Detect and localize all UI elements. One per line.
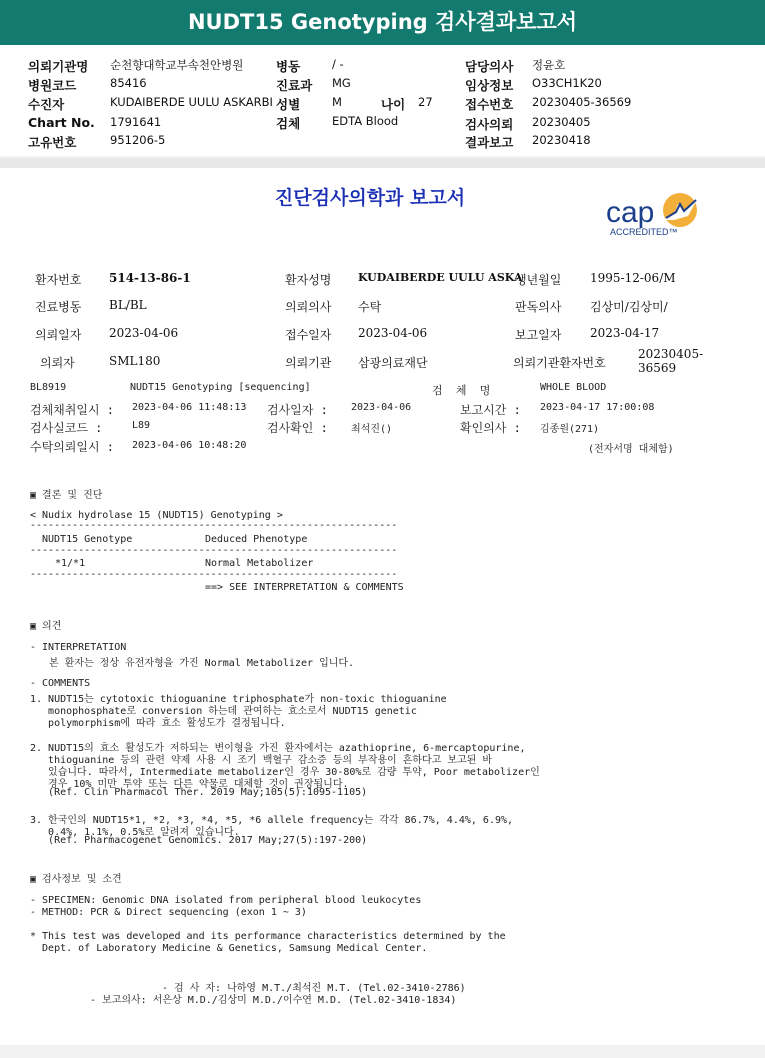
section-opinion-title: 의견 [42, 621, 62, 632]
value-specimen: EDTA Blood [332, 114, 399, 128]
label-hospital-code: 병원코드 [28, 78, 77, 93]
order-info-panel [0, 48, 765, 156]
comment-2-line: 있습니다. 따라서, Intermediate metabolizer인 경우 30-80%로 감량 투약, Poor metabolizer인 [30, 767, 540, 778]
test-name: NUDT15 Genotyping [sequencing] [130, 382, 311, 393]
label-accession-no: 접수번호 [465, 97, 514, 112]
esign-note: (전자서명 대체함) [588, 444, 674, 455]
label-agency-patient-no: 의뢰기관환자번호 [513, 356, 606, 370]
value-requesting-agency: 삼광의료재단 [358, 356, 428, 370]
value-hospital-code: 85416 [110, 76, 147, 90]
value-ward-2: BL/BL [109, 298, 147, 312]
comment-2-line: thioguanine 등의 관련 약제 사용 시 조기 백혈구 감소증 등의 부작용이 흔하다고 보고된 바 [30, 755, 493, 766]
confirm-doctor: 김종원(271) [540, 424, 600, 435]
cap-accredited-logo [604, 190, 704, 238]
label-result-date: 결과보고 [465, 135, 514, 150]
consignment-time: 2023-04-06 10:48:20 [132, 440, 247, 451]
report-header-title: NUDT15 Genotyping 검사결과보고서 [0, 0, 765, 45]
cap-logo-word: cap [606, 196, 655, 229]
comment-3-line: (Ref. Pharmacogenet Genomics. 2017 May;27(5):197-200) [30, 835, 368, 846]
comment-3-line: 3. 한국인의 NUDT15*1, *2, *3, *4, *5, *6 allele frequency는 각각 86.7%, 4.4%, 6.9%, [30, 815, 514, 826]
genotype-value: *1/*1 [55, 558, 86, 569]
specimen-info: - SPECIMEN: Genomic DNA isolated from peripheral blood leukocytes [30, 895, 422, 906]
label-patient-name: 환자성명 [285, 273, 332, 287]
label-physician: 담당의사 [465, 59, 514, 74]
value-accession-no: 20230405-36569 [532, 95, 632, 109]
square-bullet-icon: ▣ [30, 490, 43, 501]
section-conclusion-heading [30, 486, 102, 501]
section-testinfo-title: 검사정보 및 소견 [42, 874, 122, 885]
value-order-date: 2023-04-06 [109, 326, 179, 340]
label-request-date: 검사의뢰 [465, 117, 514, 132]
section-conclusion-title: 결론 및 진단 [42, 490, 103, 501]
value-request-date: 20230405 [532, 115, 591, 129]
table-divider: ------------------------------------------------------------- [30, 545, 398, 556]
report-title: 진단검사의학과 보고서 [274, 187, 466, 209]
label-department: 진료과 [276, 78, 313, 93]
value-reading-doctor: 김상미/김상미/ [590, 300, 668, 314]
value-birth-date: 1995-12-06/M [590, 271, 676, 285]
label-requesting-agency: 의뢰기관 [285, 356, 332, 370]
col-genotype-header: NUDT15 Genotype [42, 534, 133, 545]
comments-heading: - COMMENTS [30, 678, 91, 689]
disclaimer-line: * This test was developed and its performance characteristics determined by the [30, 931, 506, 942]
section-opinion-heading [30, 617, 61, 632]
value-received-date: 2023-04-06 [358, 326, 428, 340]
tester-signature: - 검 사 자: 나하영 M.T./최석진 M.T. (Tel.02-3410-2786) [162, 983, 466, 994]
label-sex: 성별 [276, 97, 301, 112]
interpretation-heading: - INTERPRETATION [30, 642, 127, 653]
phenotype-value: Normal Metabolizer [205, 558, 314, 569]
label-ward-2: 진료병동 [35, 300, 82, 314]
label-chart-no: Chart No. [28, 115, 95, 130]
label-report-date: 보고일자 [515, 328, 562, 342]
label-patient-number: 환자번호 [35, 273, 82, 287]
value-requesting-institution: 순천향대학교부속천안병원 [110, 58, 244, 72]
value-result-date: 20230418 [532, 133, 591, 147]
collect-time: 2023-04-06 11:48:13 [132, 402, 247, 413]
report-time-label: 보고시간 : [460, 403, 521, 417]
value-patient: KUDAIBERDE UULU ASKARBI [110, 95, 273, 109]
label-requester: 의뢰자 [40, 356, 75, 370]
confirm-doctor-label: 확인의사 : [460, 421, 521, 435]
label-requesting-doctor: 의뢰의사 [285, 300, 332, 314]
see-comments: ==> SEE INTERPRETATION & COMMENTS [205, 582, 404, 593]
label-specimen: 검체 [276, 116, 301, 131]
value-agency-patient-no-2: 36569 [638, 361, 677, 375]
disclaimer-line: Dept. of Laboratory Medicine & Genetics, Samsung Medical Center. [30, 943, 428, 954]
table-divider: ------------------------------------------------------------- [30, 569, 398, 580]
value-clinical-info: O33CH1K20 [532, 76, 602, 90]
section-testinfo-heading [30, 870, 122, 885]
exam-date: 2023-04-06 [351, 402, 412, 413]
label-order-date: 의뢰일자 [35, 328, 82, 342]
specimen-name: WHOLE BLOOD [540, 382, 607, 393]
comment-1-line: monophosphate로 conversion 하는데 관여하는 효소로서 NUDT15 genetic [30, 706, 417, 717]
comment-1-line: polymorphism에 따라 효소 활성도가 결정됩니다. [30, 718, 286, 729]
table-divider: ------------------------------------------------------------- [30, 520, 398, 531]
value-age: 27 [418, 95, 433, 109]
value-chart-no: 1791641 [110, 115, 162, 129]
reporter-signature: - 보고의사: 서은상 M.D./김상미 M.D./이수연 M.D. (Tel.02-3410-1834) [90, 995, 457, 1006]
value-patient-number: 514-13-86-1 [109, 271, 191, 285]
cap-logo-icon [604, 190, 704, 238]
cap-logo-accredited: ACCREDITED™ [610, 227, 678, 237]
value-sex: M [332, 95, 342, 109]
comment-3-line: 0.4%, 1.1%, 0.5%로 알려져 있습니다. [30, 827, 240, 838]
collect-time-label: 검체채취일시 : [30, 403, 115, 417]
comment-2-line: (Ref. Clin Pharmacol Ther. 2019 May;105(5):1095-1105) [30, 787, 368, 798]
value-ward: / - [332, 57, 344, 71]
value-agency-patient-no-1: 20230405- [638, 347, 704, 361]
square-bullet-icon: ▣ [30, 874, 43, 885]
value-unique-id: 951206-5 [110, 133, 166, 147]
label-ward: 병동 [276, 59, 301, 74]
exam-confirm: 최석진() [351, 424, 393, 435]
value-requesting-doctor: 수탁 [358, 300, 382, 314]
comment-2-line: 2. NUDT15의 효소 활성도가 저하되는 변이형을 가진 환자에서는 azathioprine, 6-mercaptopurine, [30, 743, 526, 754]
test-code: BL8919 [30, 382, 67, 393]
genotyping-title: < Nudix hydrolase 15 (NUDT15) Genotyping > [30, 510, 283, 521]
method-info: - METHOD: PCR & Direct sequencing (exon 1 ~ 3) [30, 907, 307, 918]
label-received-date: 접수일자 [285, 328, 332, 342]
label-clinical-info: 임상정보 [465, 78, 514, 93]
value-physician: 정윤호 [532, 58, 566, 72]
value-requester: SML180 [109, 354, 161, 368]
value-report-date: 2023-04-17 [590, 326, 660, 340]
label-age: 나이 [381, 97, 406, 112]
label-unique-id: 고유번호 [28, 135, 77, 150]
comment-1-line: 1. NUDT15는 cytotoxic thioguanine triphosphate가 non-toxic thioguanine [30, 694, 447, 705]
square-bullet-icon: ▣ [30, 621, 43, 632]
value-patient-name: KUDAIBERDE UULU ASKA [358, 271, 523, 284]
exam-confirm-label: 검사확인 : [267, 421, 328, 435]
specimen-name-label: 검 체 명 [432, 384, 491, 397]
report-time: 2023-04-17 17:00:08 [540, 402, 655, 413]
label-requesting-institution: 의뢰기관명 [28, 59, 89, 74]
label-reading-doctor: 판독의사 [515, 300, 562, 314]
lab-code-label: 검사실코드 : [30, 421, 103, 435]
lab-code: L89 [132, 420, 151, 431]
col-phenotype-header: Deduced Phenotype [205, 534, 308, 545]
label-patient: 수진자 [28, 97, 65, 112]
exam-date-label: 검사일자 : [267, 403, 328, 417]
comment-2-line: 경우 10% 미만 투약 또는 다른 약물로 대체할 것이 권장됩니다. [30, 779, 349, 790]
consignment-time-label: 수탁의뢰일시 : [30, 440, 115, 454]
section-separator [0, 158, 765, 168]
label-birth-date: 생년월일 [515, 273, 562, 287]
interpretation-text: 본 환자는 정상 유전자형을 가진 Normal Metabolizer 입니다. [49, 658, 355, 669]
value-department: MG [332, 76, 351, 90]
